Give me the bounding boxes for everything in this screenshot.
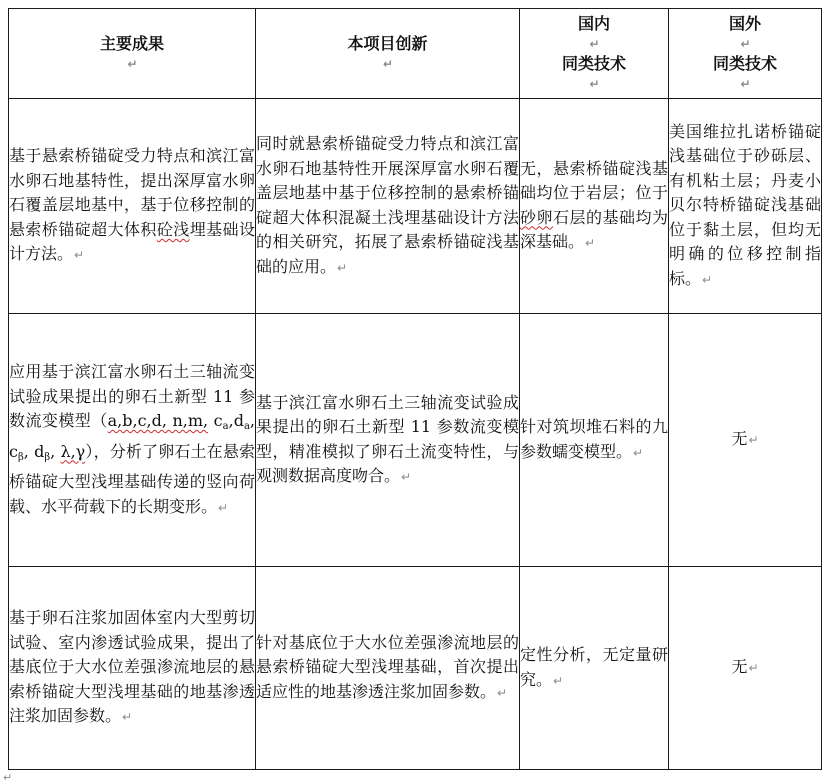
row2-achievement-text-end: ），分析了卵石土在悬索桥锚碇大型浅埋基础传递的竖向荷载、水平荷载下的长期变形。	[9, 441, 255, 516]
comparison-table	[8, 8, 822, 770]
row1-innovation	[256, 99, 520, 314]
row1-achievement-text-end: 埋基础设计方法。	[9, 219, 255, 264]
row3-foreign-text: 无	[731, 657, 748, 677]
row1-achievement-text: 基于悬索桥锚碇受力特点和滨江富水卵石地基特性，提出深厚富水卵石覆盖层地基中，基于位移控制的悬索桥锚碇超大体积	[9, 146, 255, 239]
row2-innovation	[256, 314, 520, 567]
paragraph-mark-icon: ↵	[633, 445, 644, 460]
paragraph-mark-icon: ↵	[127, 56, 138, 71]
header-foreign-line2: 同类技术	[712, 53, 777, 73]
row1-foreign	[669, 99, 822, 314]
paragraph-mark-icon: ↵	[702, 272, 713, 287]
row3-achievement-text: 基于卵石注浆加固体室内大型剪切试验、室内渗透试验成果，提出了基底位于大水位差强渗流地层的悬索桥锚碇大型浅埋基础的地基渗透注浆加固参数。	[9, 608, 255, 726]
row2-innovation-text: 基于滨江富水卵石土三轴流变试验成果提出的卵石土新型 11 参数流变模型，精准模拟了卵石土流变特性，与观测数据高度吻合。	[256, 392, 519, 485]
paragraph-mark-icon: ↵	[3, 771, 13, 784]
param-subscript: β	[17, 451, 24, 463]
row3-foreign	[669, 567, 822, 770]
paragraph-mark-icon: ↵	[74, 248, 85, 263]
paragraph-mark-icon: ↵	[748, 661, 759, 676]
param-c-beta: , c	[9, 411, 255, 461]
row1-innovation-text: 同时就悬索桥锚碇受力特点和滨江富水卵石地基特性开展深厚富水卵石覆盖层地基中基于位移控制的悬索桥锚碇超大体积混凝土浅埋基础设计方法的相关研究，拓展了悬索桥锚碇浅基础的应用。	[256, 134, 519, 276]
row3-achievement	[9, 567, 256, 770]
paragraph-mark-icon: ↵	[553, 673, 564, 688]
paragraph-mark-icon: ↵	[401, 470, 412, 484]
param-d: ,d	[228, 411, 244, 430]
param-subscript: a	[222, 421, 229, 432]
spellcheck-flag: 砼浅	[156, 219, 190, 239]
spellcheck-flag: 砂卵	[520, 207, 553, 227]
param-subscript: a	[243, 421, 250, 432]
param-c: c	[213, 411, 223, 430]
row1-domestic-text: 无，悬索桥锚碇浅基础均位于岩层；位于	[520, 158, 668, 202]
row1-domestic-text-end: 石层的基础均为深基础。	[520, 207, 668, 251]
param-subscript: β	[44, 451, 51, 463]
param-d-beta: , d	[23, 441, 45, 461]
header-innovation-text: 本项目创新	[347, 33, 428, 53]
paragraph-mark-icon: ↵	[218, 500, 229, 515]
header-row	[9, 9, 822, 99]
paragraph-mark-icon: ↵	[497, 685, 508, 700]
row3-domestic-text: 定性分析，无定量研究。	[520, 645, 668, 689]
paragraph-mark-icon: ↵	[337, 260, 348, 275]
paragraph-mark-icon: ↵	[122, 710, 133, 725]
row3-innovation-text: 针对基底位于大水位差强渗流地层的悬索桥锚碇大型浅埋基础，首次提出适应性的地基渗透注浆加固参数。	[256, 632, 519, 701]
paragraph-mark-icon: ↵	[740, 36, 751, 51]
row2-achievement-text: 应用基于滨江富水卵石土三轴流变试验成果提出的卵石土新型 11 参数流变模型（	[9, 362, 255, 430]
row1-foreign-text: 美国维拉扎诺桥锚碇浅基础位于砂砾层、有机粘土层；丹麦小贝尔特桥锚碇浅基础位于黏土层，但均无明确的位移控制指标。	[669, 121, 821, 288]
table-row	[9, 314, 822, 567]
row1-achievement	[9, 99, 256, 314]
paragraph-mark-icon: ↵	[748, 433, 759, 448]
row2-foreign-text: 无	[731, 429, 748, 449]
paragraph-mark-icon: ↵	[589, 36, 600, 51]
header-domestic-line2: 同类技术	[561, 53, 626, 73]
spellcheck-flag: λ,γ	[60, 441, 86, 461]
paragraph-mark-icon: ↵	[589, 76, 600, 91]
table-row	[9, 567, 822, 770]
spellcheck-flag: a,b,c,d, n,m,	[107, 411, 209, 430]
row1-domestic	[520, 99, 669, 314]
paragraph-mark-icon: ↵	[382, 56, 394, 71]
header-foreign-line1: 国外	[728, 13, 761, 33]
table-row	[9, 99, 822, 314]
header-domestic-line1: 国内	[577, 13, 610, 33]
paragraph-mark-icon: ↵	[740, 76, 751, 91]
header-domestic	[520, 9, 669, 99]
row2-achievement	[9, 314, 256, 567]
row2-domestic	[520, 314, 669, 567]
header-main-results	[9, 9, 256, 99]
row3-domestic	[520, 567, 669, 770]
param-separator: ,	[50, 441, 56, 461]
header-foreign	[669, 9, 822, 99]
row3-innovation	[256, 567, 520, 770]
row2-foreign	[669, 314, 822, 567]
header-main-results-text: 主要成果	[99, 33, 164, 53]
header-innovation	[256, 9, 520, 99]
row2-domestic-text: 针对筑坝堆石料的九参数蠕变模型。	[520, 417, 668, 461]
paragraph-mark-icon: ↵	[585, 236, 596, 250]
